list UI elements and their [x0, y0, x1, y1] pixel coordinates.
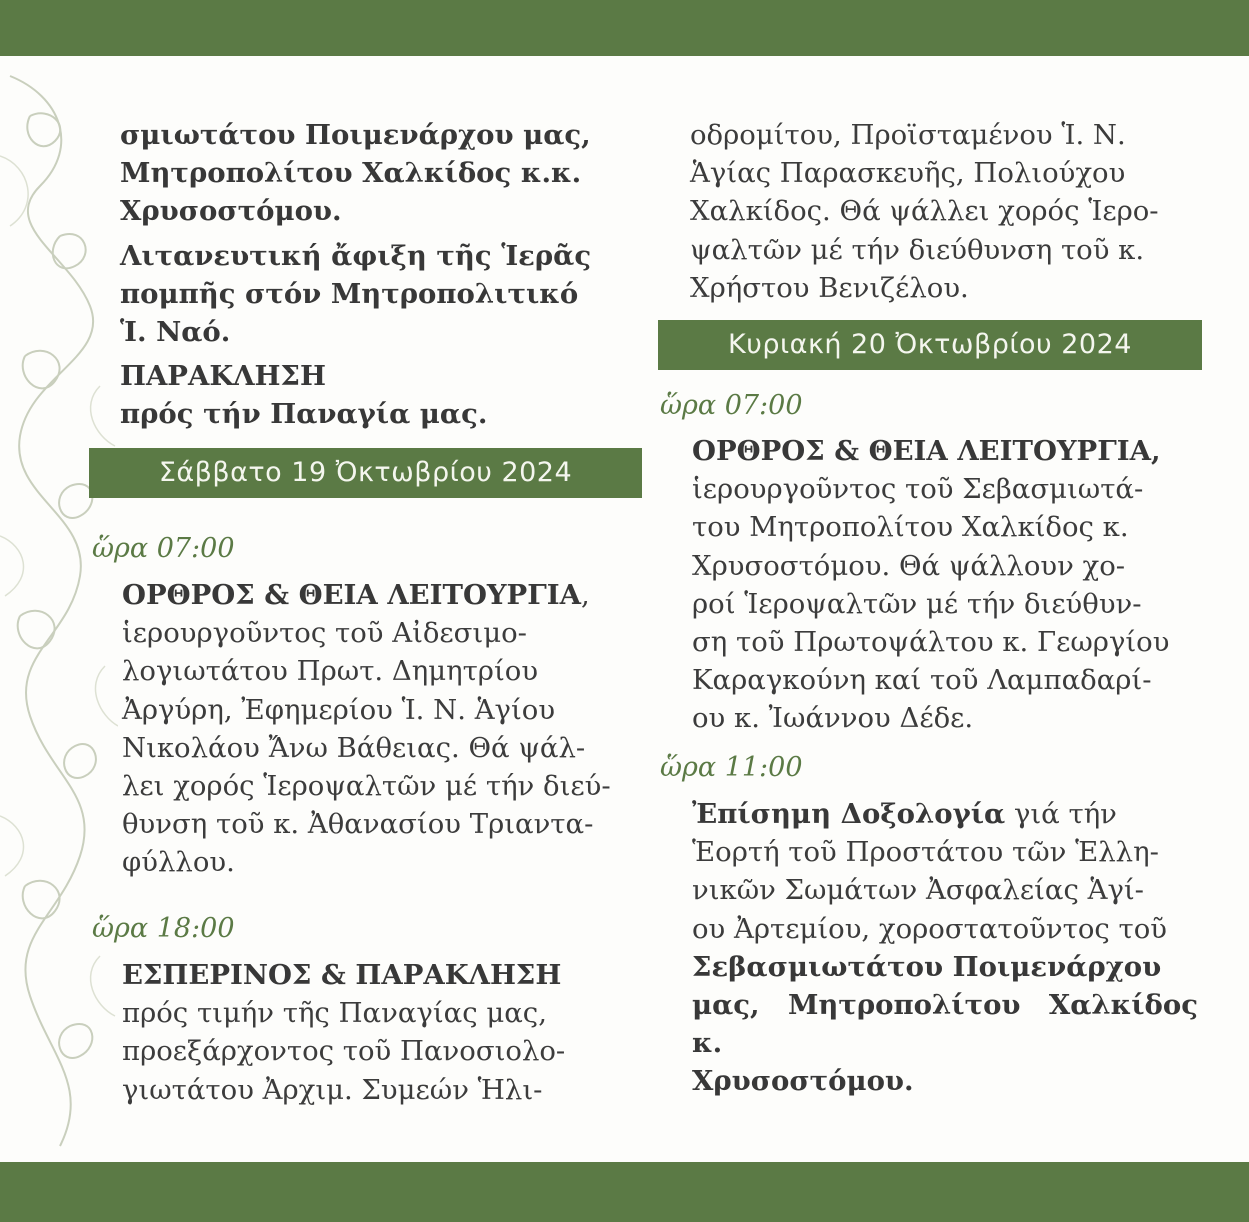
sunday-orthros-block: [692, 432, 1198, 738]
left-intro-block: [120, 116, 628, 434]
event-title: ΟΡΘΡΟΣ & ΘΕΙΑ ΛΕΙΤΟΥΡΓΙΑ,: [692, 435, 1161, 467]
paraklisi-subtitle: πρός τήν Παναγία μας.: [120, 398, 488, 431]
right-intro-line: οδρομίτου, Προϊσταμένου Ἱ. Ν.: [690, 119, 1126, 151]
saturday-day-header: Σάββατο 19 Ὀκτωβρίου 2024: [89, 448, 642, 498]
sunday-doxology-block: [692, 795, 1198, 1101]
event-line: ροί Ἱεροψαλτῶν μέ τήν διεύθυν-: [692, 587, 1142, 620]
event-line: Χρυσοστόμου.: [692, 1065, 914, 1098]
event-line: ου Ἀρτεμίου, χοροστατοῦντος τοῦ: [692, 912, 1168, 945]
event-line: Καραγκούνη καί τοῦ Λαμπαδαρί-: [692, 664, 1152, 697]
paraklisi-title: ΠΑΡΑΚΛΗΣΗ: [120, 360, 326, 393]
right-intro-line: ψαλτῶν μέ τήν διεύθυνση τοῦ κ.: [690, 233, 1145, 266]
event-line: λογιωτάτου Πρωτ. Δημητρίου: [122, 655, 539, 688]
event-line: ση τοῦ Πρωτοψάλτου κ. Γεωργίου: [692, 626, 1170, 659]
top-green-band: [0, 0, 1249, 56]
event-line: πρός τιμήν τῆς Παναγίας μας,: [122, 997, 547, 1030]
event-line: νικῶν Σωμάτων Ἀσφαλείας Ἁγί-: [692, 874, 1144, 907]
event-line: ἱερουργοῦντος τοῦ Αἰδεσιμο-: [122, 617, 527, 650]
floral-ornament-icon: [0, 56, 118, 1162]
event-line: του Μητροπολίτου Χαλκίδος κ.: [692, 511, 1129, 544]
procession-line: Λιτανευτική ἄφιξη τῆς Ἱερᾶς: [120, 239, 592, 272]
right-intro-line: Χαλκίδος. Θά ψάλλει χορός Ἱερο-: [690, 195, 1159, 228]
event-title: ΟΡΘΡΟΣ & ΘΕΙΑ ΛΕΙΤΟΥΡΓΙΑ: [122, 579, 581, 611]
event-line: μας, Μητροπολίτου Χαλκίδος κ.: [692, 989, 1198, 1060]
event-line: λει χορός Ἱεροψαλτῶν μέ τήν διεύ-: [122, 770, 611, 803]
event-line: Χρυσοστόμου. Θά ψάλλουν χο-: [692, 549, 1126, 582]
event-title: Ἐπίσημη Δοξολογία: [692, 798, 1006, 830]
saturday-orthros-block: ΟΡΘΡΟΣ & ΘΕΙΑ ΛΕΙΤΟΥΡΓΙΑ, ἱερουργοῦντος τοῦ Αἰδεσιμο- λογιωτάτου Πρωτ. Δημητρίου Ἀργύρη, Ἐφημερίου Ἱ. Ν. Ἁγίου Νικολάου Ἄνω Βάθειας. Θά ψάλ- λει χορός Ἱεροψαλτῶν μέ τήν διεύ- θυνση τοῦ κ. Ἀθανασίου Τριαντα- φύλλου.: [122, 576, 628, 882]
event-time: ὥρα 07:00: [92, 533, 235, 564]
event-line: Ἀργύρη, Ἐφημερίου Ἱ. Ν. Ἁγίου: [122, 693, 556, 726]
event-line: ου κ. Ἰωάννου Δέδε.: [692, 702, 974, 735]
event-line: θυνση τοῦ κ. Ἀθανασίου Τριαντα-: [122, 808, 594, 841]
event-line: γιά τήν: [1013, 798, 1117, 830]
saturday-vespers-block: [122, 956, 628, 1109]
procession-line: πομπῆς στόν Μητροπολιτικό: [120, 277, 579, 310]
left-intro-line: Μητροπολίτου Χαλκίδος κ.κ.: [120, 157, 582, 190]
sunday-day-header: Κυριακή 20 Ὀκτωβρίου 2024: [658, 320, 1202, 370]
event-line: Σεβασμιωτάτου Ποιμενάρχου: [692, 950, 1162, 983]
event-title: ΕΣΠΕΡΙΝΟΣ & ΠΑΡΑΚΛΗΣΗ: [122, 959, 562, 991]
left-intro-line: Χρυσοστόμου.: [120, 195, 342, 228]
event-line: προεξάρχοντος τοῦ Πανοσιολο-: [122, 1035, 566, 1068]
bottom-green-band: [0, 1162, 1249, 1222]
event-time: ὥρα 11:00: [660, 752, 803, 783]
left-intro-line: σμιωτάτου Ποιμενάρχου μας,: [120, 119, 591, 151]
event-time: ὥρα 07:00: [660, 390, 803, 421]
right-intro-line: Ἁγίας Παρασκευῆς, Πολιούχου: [690, 157, 1126, 190]
right-intro-block: [690, 116, 1198, 307]
event-line: Νικολάου Ἄνω Βάθειας. Θά ψάλ-: [122, 731, 586, 764]
event-time: ὥρα 18:00: [92, 913, 235, 944]
event-line: ἱερουργοῦντος τοῦ Σεβασμιωτά-: [692, 473, 1144, 506]
event-line: γιωτάτου Ἀρχιμ. Συμεών Ἡλι-: [122, 1073, 543, 1106]
event-line: Ἑορτή τοῦ Προστάτου τῶν Ἑλλη-: [692, 836, 1159, 869]
right-intro-line: Χρήστου Βενιζέλου.: [690, 271, 969, 304]
procession-line: Ἱ. Ναό.: [120, 316, 231, 349]
event-line: φύλλου.: [122, 846, 235, 879]
